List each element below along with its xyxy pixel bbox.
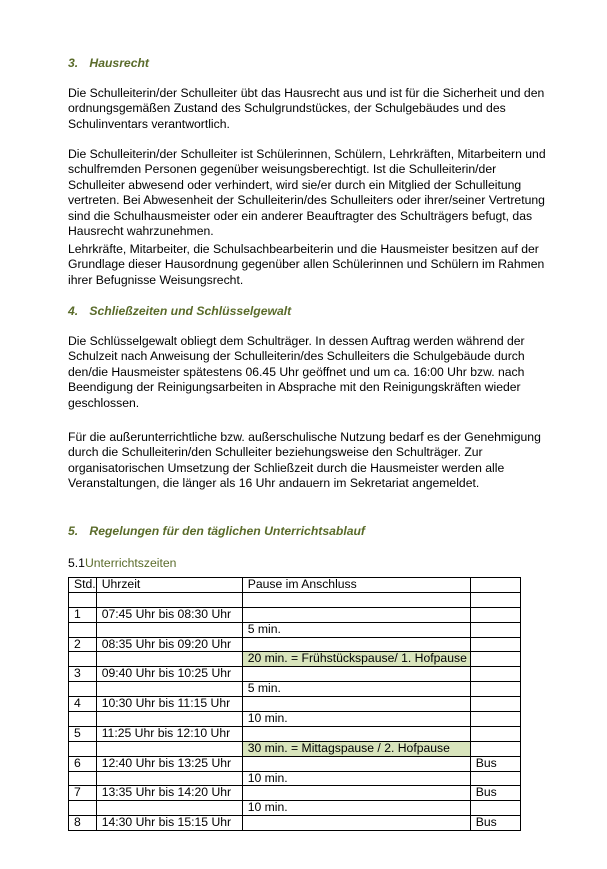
- table-cell: [470, 622, 520, 637]
- table-row: [69, 652, 521, 667]
- table-row: [69, 682, 521, 697]
- header-cell: [470, 578, 520, 593]
- table-cell: 5 min.: [242, 682, 470, 697]
- table-cell: [242, 786, 470, 801]
- table-cell: [69, 771, 97, 786]
- table-cell: [242, 607, 470, 622]
- paragraph: Für die außerunterrichtliche bzw. außerschulische Nutzung bedarf es der Genehmigung durch die Schulleiterin/den Schulleiter beziehungsweise den Schulträger. Zur organisatorischen Umsetzung der Schließzeit durch die Hausmeister werden alle Veranstaltungen, die länger als 16 Uhr andauern im Sekretariat angemeldet.: [68, 430, 541, 491]
- table-row: [69, 771, 521, 786]
- table-row: [69, 622, 521, 637]
- table-cell: [96, 652, 242, 667]
- table-cell: [242, 816, 470, 831]
- table-cell: 13:35 Uhr bis 14:20 Uhr: [96, 786, 242, 801]
- table-cell: [470, 726, 520, 741]
- table-cell: [470, 637, 520, 652]
- table-cell: Bus: [470, 786, 520, 801]
- table-cell: 1: [69, 607, 97, 622]
- table-cell: [242, 697, 470, 712]
- table-cell: 10 min.: [242, 712, 470, 727]
- header-cell: Pause im Anschluss: [242, 578, 470, 593]
- table-cell: 10 min.: [242, 801, 470, 816]
- table-cell: 11:25 Uhr bis 12:10 Uhr: [96, 726, 242, 741]
- section-title: Regelungen für den täglichen Unterrichtsablauf: [89, 524, 365, 538]
- table-cell: [470, 682, 520, 697]
- table-cell: 6: [69, 756, 97, 771]
- table-cell: 12:40 Uhr bis 13:25 Uhr: [96, 756, 242, 771]
- table-cell: [470, 697, 520, 712]
- table-cell: [96, 741, 242, 756]
- table-cell: [470, 667, 520, 682]
- table-cell: 7: [69, 786, 97, 801]
- table-cell: [69, 741, 97, 756]
- table-row: [69, 741, 521, 756]
- subsection-number: 5.1: [68, 556, 85, 570]
- table-cell: 10 min.: [242, 771, 470, 786]
- paragraph: Die Schulleiterin/der Schulleiter übt das Hausrecht aus und ist für die Sicherheit und den ordnungsgemäßen Zustand des Schulgrundstückes, der Schulgebäudes und des Schulinventars verantwortlich.: [68, 86, 545, 131]
- table-cell: [69, 682, 97, 697]
- section-5-heading: [68, 524, 365, 538]
- schedule-table: [68, 577, 521, 831]
- table-cell: [96, 622, 242, 637]
- table-cell: [69, 652, 97, 667]
- table-cell: 10:30 Uhr bis 11:15 Uhr: [96, 697, 242, 712]
- table-cell: [470, 741, 520, 756]
- table-row: [69, 726, 521, 741]
- table-cell: [242, 667, 470, 682]
- subsection-heading: [68, 556, 176, 570]
- paragraph: Die Schlüsselgewalt obliegt dem Schulträger. In dessen Auftrag werden während der Schulzeit nach Anweisung der Schulleiterin/des Schulleiters die Schulgebäude durch den/die Hausmeister spätestens 06.45 Uhr geöffnet und um ca. 16:00 Uhr bzw. nach Beendigung der Reinigungsarbeiten in Absprache mit den Reinigungskräften wieder geschlossen.: [68, 334, 525, 410]
- table-cell: [242, 726, 470, 741]
- table-cell: [470, 652, 520, 667]
- table-cell: [242, 637, 470, 652]
- section-4-heading: [68, 304, 291, 318]
- section-number: 5.: [68, 524, 79, 538]
- table-cell: [96, 712, 242, 727]
- table-cell: [470, 592, 520, 607]
- table-row: [69, 756, 521, 771]
- table-cell: 5 min.: [242, 622, 470, 637]
- table-cell: 14:30 Uhr bis 15:15 Uhr: [96, 816, 242, 831]
- section-title: Hausrecht: [89, 56, 149, 70]
- table-cell: Bus: [470, 756, 520, 771]
- section-number: 4.: [68, 304, 79, 318]
- table-cell: [96, 771, 242, 786]
- table-row: [69, 786, 521, 801]
- table-cell: 2: [69, 637, 97, 652]
- table-cell: 30 min. = Mittagspause / 2. Hofpause: [242, 741, 470, 756]
- table-cell: [470, 712, 520, 727]
- header-cell: Std.: [69, 578, 97, 593]
- table-row: [69, 712, 521, 727]
- table-cell: [69, 801, 97, 816]
- table-cell: 8: [69, 816, 97, 831]
- table-cell: 07:45 Uhr bis 08:30 Uhr: [96, 607, 242, 622]
- table-row: [69, 667, 521, 682]
- table-cell: [470, 801, 520, 816]
- table-row: [69, 637, 521, 652]
- section-title: Schließzeiten und Schlüsselgewalt: [89, 304, 292, 318]
- table-cell: [242, 756, 470, 771]
- table-cell: [96, 801, 242, 816]
- section-3-heading: [68, 56, 149, 70]
- paragraph: Die Schulleiterin/der Schulleiter ist Schülerinnen, Schülern, Lehrkräften, Mitarbeitern und schulfremden Personen gegenüber weisungsberechtigt. Ist die Schulleiterin/der Schulleiter abwesend oder verhindert, wird sie/er durch ein Mitglied der Schulleitung vertreten. Bei Abwesenheit der Schulleiterin/des Schulleiters oder ihrer/seiner Vertretung sind die Schulhausmeister oder ein anderer Beauftragter des Schulträgers befugt, das Hausrecht wahrzunehmen.: [68, 147, 546, 239]
- table-cell: [69, 622, 97, 637]
- table-cell: 5: [69, 726, 97, 741]
- paragraph: Lehrkräfte, Mitarbeiter, die Schulsachbearbeiterin und die Hausmeister besitzen auf der Grundlage dieser Hausordnung gegenüber allen Schülerinnen und Schülern im Rahmen ihrer Befugnisse Weisungsrecht.: [68, 242, 545, 287]
- section-number: 3.: [68, 56, 79, 70]
- subsection-title: Unterrichtszeiten: [84, 556, 177, 570]
- table-cell: [69, 712, 97, 727]
- table-cell: 20 min. = Frühstückspause/ 1. Hofpause: [242, 652, 470, 667]
- table-cell: [69, 592, 97, 607]
- table-row: [69, 816, 521, 831]
- table-cell: [96, 682, 242, 697]
- table-cell: [242, 592, 470, 607]
- table-row: [69, 801, 521, 816]
- table-cell: 08:35 Uhr bis 09:20 Uhr: [96, 637, 242, 652]
- table-row: [69, 697, 521, 712]
- header-cell: Uhrzeit: [96, 578, 242, 593]
- table-cell: 09:40 Uhr bis 10:25 Uhr: [96, 667, 242, 682]
- table-cell: Bus: [470, 816, 520, 831]
- table-cell: [470, 607, 520, 622]
- table-body: [69, 592, 521, 830]
- table-row: [69, 592, 521, 607]
- table-cell: 3: [69, 667, 97, 682]
- table-header-row: [69, 578, 521, 593]
- table-cell: [96, 592, 242, 607]
- table-cell: [470, 771, 520, 786]
- table-row: [69, 607, 521, 622]
- table-cell: 4: [69, 697, 97, 712]
